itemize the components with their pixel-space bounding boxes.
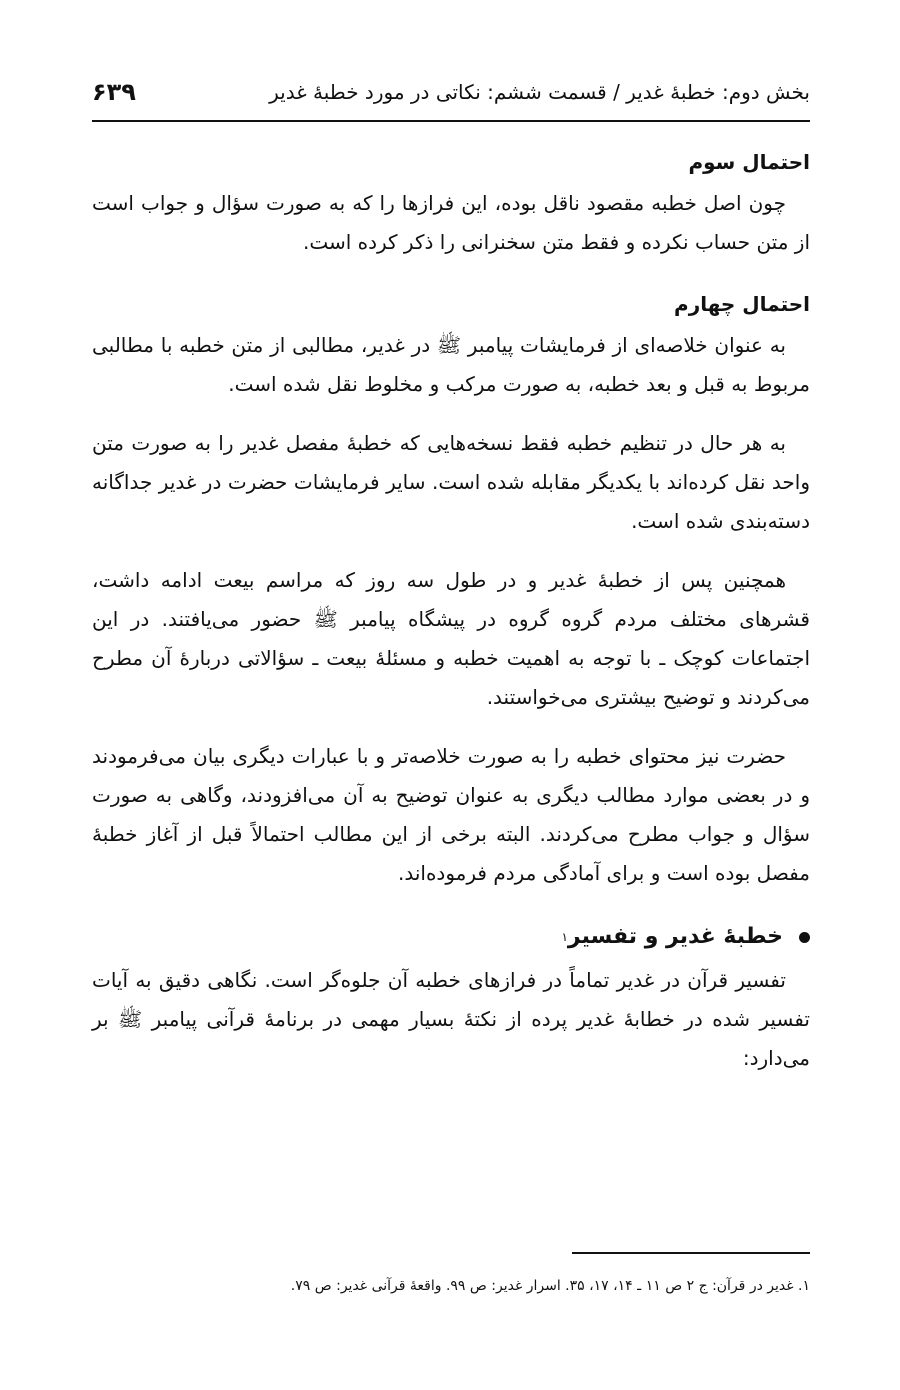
heading-fourth-possibility: احتمال چهارم bbox=[674, 292, 810, 316]
section-heading bbox=[92, 913, 810, 961]
heading-third-possibility: احتمال سوم bbox=[688, 150, 810, 174]
bullet-icon bbox=[799, 932, 810, 943]
running-header-title: بخش دوم: خطبهٔ غدیر / قسمت ششم: نکاتی در مورد خطبهٔ غدیر bbox=[269, 80, 810, 104]
paragraph: تفسیر قرآن در غدیر تماماً در فرازهای خطبه آن جلوه‌گر است. نگاهی دقیق به آیات تفسیر شده در خطابهٔ غدیر پرده از نکتهٔ بسیار مهمی در برنامهٔ قرآنی پیامبر ﷺ بر می‌دارد: bbox=[92, 968, 810, 1070]
page-number: ۶۳۹ bbox=[92, 78, 136, 106]
footnote: ۱. غدیر در قرآن: ج ۲ ص ۱۱ ـ ۱۴، ۱۷، ۳۵. اسرار غدیر: ص ۹۹. واقعهٔ قرآنی غدیر: ص ۷۹. bbox=[290, 1278, 810, 1294]
paragraph: چون اصل خطبه مقصود ناقل بوده، این فرازها را که به صورت سؤال و جواب است از متن حساب نکرده و فقط متن سخنرانی را ذکر کرده است. bbox=[92, 191, 810, 254]
paragraph: به عنوان خلاصه‌ای از فرمایشات پیامبر ﷺ در غدیر، مطالبی از متن خطبه با مطالبی مربوط به قبل و بعد خطبه، به صورت مرکب و مخلوط نقل شده است. bbox=[92, 333, 810, 396]
paragraph: به هر حال در تنظیم خطبه فقط نسخه‌هایی که خطبهٔ مفصل غدیر را به صورت متن واحد نقل کرده‌اند با یکدیگر مقابله شده است. سایر فرمایشات حضرت در غدیر جداگانه دسته‌بندی شده است. bbox=[92, 431, 810, 533]
header-divider bbox=[92, 120, 810, 122]
footnote-divider bbox=[572, 1252, 810, 1254]
running-header bbox=[92, 72, 810, 112]
footnote-reference: ۱ bbox=[561, 930, 568, 944]
paragraph: حضرت نیز محتوای خطبه را به صورت خلاصه‌تر و با عبارات دیگری بیان می‌فرمودند و در بعضی موارد مطالب دیگری به عنوان توضیح به آن می‌افزودند، وگاهی به صورت سؤال و جواب مطرح می‌کردند. البته برخی از این مطالب احتمالاً قبل از آغاز خطبهٔ مفصل بوده است و برای آمادگی مردم فرموده‌اند. bbox=[92, 744, 810, 885]
section-heading-text: خطبهٔ غدیر و تفسیر bbox=[567, 924, 783, 949]
paragraph: همچنین پس از خطبهٔ غدیر و در طول سه روز که مراسم بیعت ادامه داشت، قشرهای مختلف مردم گروه گروه در پیشگاه پیامبر ﷺ حضور می‌یافتند. در این اجتماعات کوچک ـ با توجه به اهمیت خطبه و مسئلهٔ بیعت ـ سؤالاتی دربارهٔ آن مطرح می‌کردند و توضیح بیشتری می‌خواستند. bbox=[92, 568, 810, 709]
body-text bbox=[92, 140, 810, 1098]
